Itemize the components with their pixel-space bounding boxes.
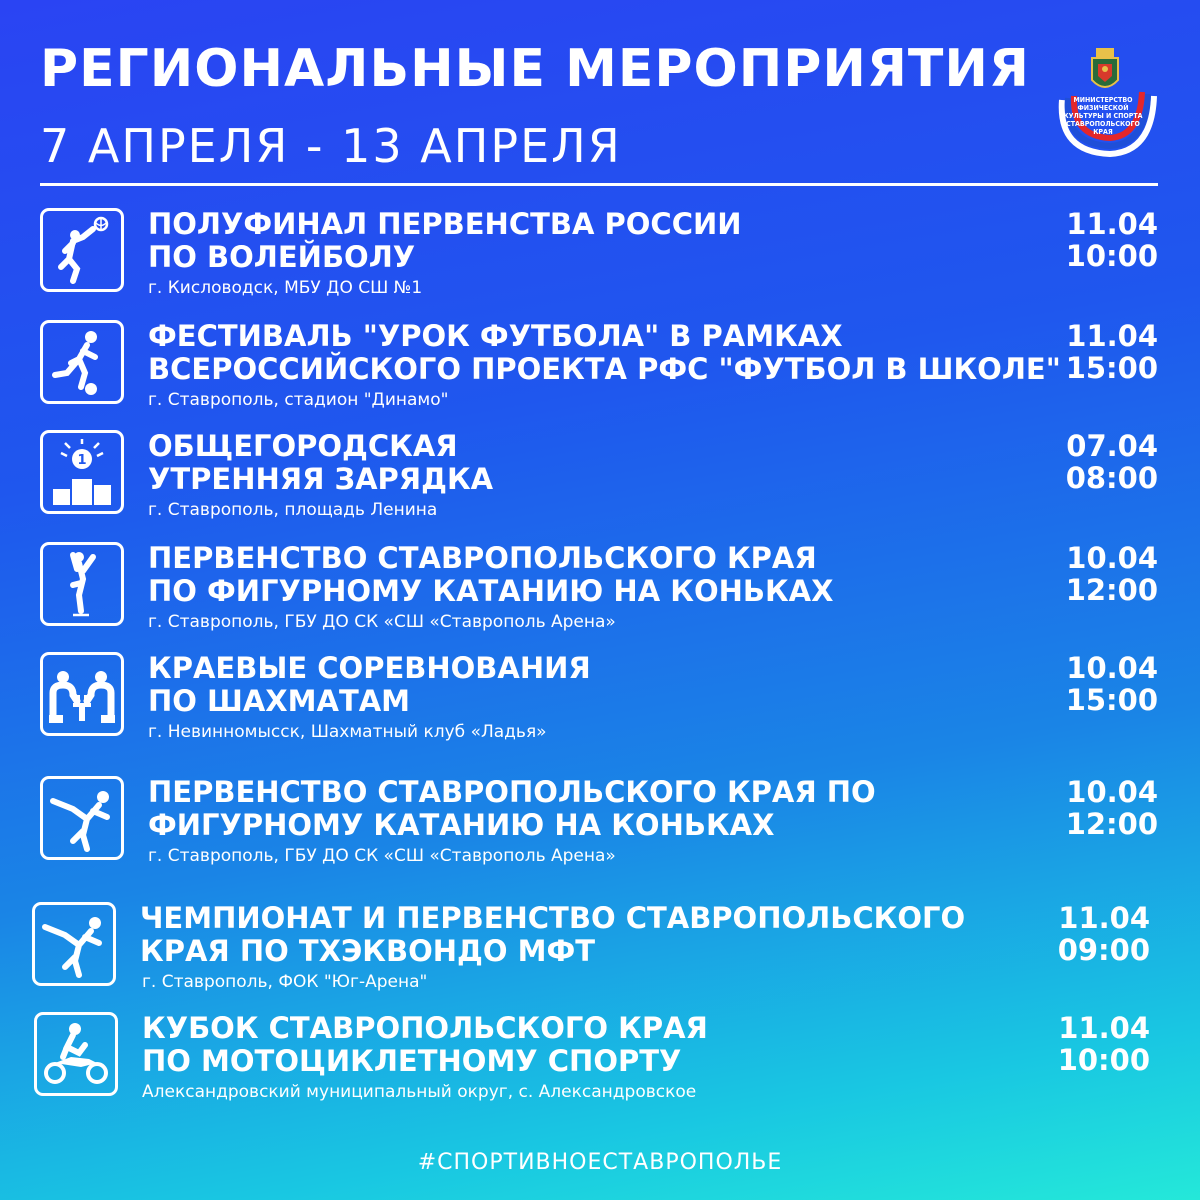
event-date: 11.04 [1066,207,1158,241]
event-time: 15:00 [1065,683,1158,717]
event-title-line: КРАЯ ПО ТХЭКВОНДО МФТ [140,934,595,968]
event-title-line: ПО ВОЛЕЙБОЛУ [148,240,416,274]
coat-of-arms-icon [1092,48,1118,87]
volleyball-icon [40,208,124,292]
event-title-line: ВСЕРОССИЙСКОГО ПРОЕКТА РФС "ФУТБОЛ В ШКОЛЕ" [148,352,1061,386]
event-item [0,320,1200,420]
event-location: Александровский муниципальный округ, с. Александровское [142,1082,697,1102]
event-title-line: ПО ШАХМАТАМ [148,684,411,718]
event-title-line: КУБОК СТАВРОПОЛЬСКОГО КРАЯ [142,1011,708,1045]
event-title-line: ЧЕМПИОНАТ И ПЕРВЕНСТВО СТАВРОПОЛЬСКОГО [140,901,966,935]
event-time: 09:00 [1057,933,1150,967]
figure-skating-icon [40,542,124,626]
event-date: 10.04 [1066,651,1158,685]
event-location: г. Ставрополь, ФОК "Юг-Арена" [142,972,428,992]
event-time: 08:00 [1065,461,1158,495]
event-date: 11.04 [1066,319,1158,353]
event-item [0,776,1200,876]
event-title-line: КРАЕВЫЕ СОРЕВНОВАНИЯ [148,651,591,685]
chess-icon [40,652,124,736]
event-title-line: ФИГУРНОМУ КАТАНИЮ НА КОНЬКАХ [148,808,775,842]
event-title-line: ПЕРВЕНСТВО СТАВРОПОЛЬСКОГО КРАЯ ПО [148,775,876,809]
event-title-line: ПЕРВЕНСТВО СТАВРОПОЛЬСКОГО КРАЯ [148,541,817,575]
header-divider [40,183,1158,186]
event-date: 10.04 [1066,541,1158,575]
event-time: 12:00 [1065,573,1158,607]
svg-text:1: 1 [77,453,87,468]
event-time: 15:00 [1065,351,1158,385]
hashtag-footer: #СПОРТИВНОЕСТАВРОПОЛЬЕ [417,1150,783,1175]
motocross-icon [34,1012,118,1096]
logo-caption: МИНИСТЕРСТВО ФИЗИЧЕСКОЙ КУЛЬТУРЫ И СПОРТА СТАВРОПОЛЬСКОГО КРАЯ [1063,96,1143,136]
martial-arts-icon [40,776,124,860]
event-time: 12:00 [1065,807,1158,841]
event-location: г. Ставрополь, ГБУ ДО СК «СШ «Ставрополь Арена» [148,612,616,632]
event-title-line: ПО ФИГУРНОМУ КАТАНИЮ НА КОНЬКАХ [148,574,834,608]
event-location: г. Ставрополь, площадь Ленина [148,500,438,520]
event-item [0,542,1200,642]
event-date: 10.04 [1066,775,1158,809]
event-title-line: ПО МОТОЦИКЛЕТНОМУ СПОРТУ [142,1044,682,1078]
event-location: г. Ставрополь, стадион "Динамо" [148,390,449,410]
event-date: 07.04 [1066,429,1158,463]
event-title-line: ОБЩЕГОРОДСКАЯ [148,429,458,463]
page-title: РЕГИОНАЛЬНЫЕ МЕРОПРИЯТИЯ [40,39,1030,99]
podium-icon [40,430,124,514]
event-item [0,1012,1200,1112]
event-title-line: УТРЕННЯЯ ЗАРЯДКА [148,462,494,496]
event-time: 10:00 [1057,1043,1150,1077]
event-location: г. Кисловодск, МБУ ДО СШ №1 [148,278,423,298]
event-date: 11.04 [1058,901,1150,935]
event-location: г. Невинномысск, Шахматный клуб «Ладья» [148,722,547,742]
event-date: 11.04 [1058,1011,1150,1045]
event-item [0,902,1200,1002]
event-title-line: ПОЛУФИНАЛ ПЕРВЕНСТВА РОССИИ [148,207,742,241]
taekwondo-icon [32,902,116,986]
football-icon [40,320,124,404]
event-item [0,652,1200,752]
date-range: 7 АПРЕЛЯ - 13 АПРЕЛЯ [40,119,622,173]
event-title-line: ФЕСТИВАЛЬ "УРОК ФУТБОЛА" В РАМКАХ [148,319,843,353]
event-item [0,208,1200,308]
event-item [0,430,1200,530]
event-time: 10:00 [1065,239,1158,273]
event-location: г. Ставрополь, ГБУ ДО СК «СШ «Ставрополь Арена» [148,846,616,866]
